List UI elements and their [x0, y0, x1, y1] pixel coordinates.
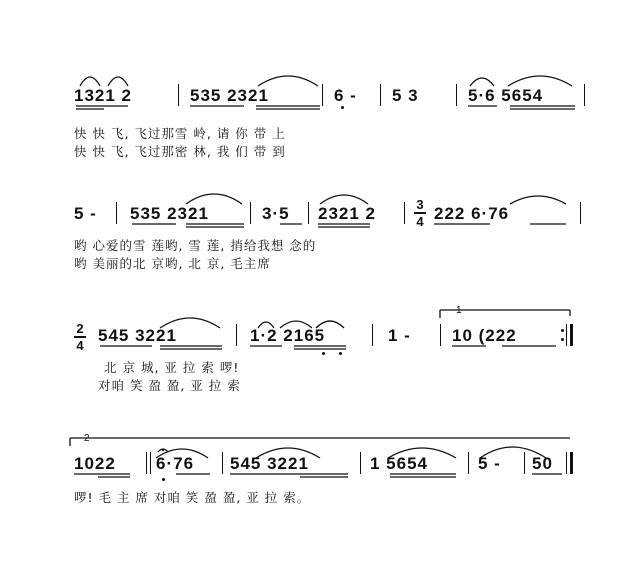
repeat-barline-thick [570, 324, 573, 346]
time-signature-top: 2 [76, 321, 84, 336]
barline [456, 84, 457, 106]
measure-4: 1 5654 [370, 454, 428, 473]
barline [404, 202, 405, 224]
barline [372, 324, 373, 346]
lyric-line-2: 快 快 飞, 飞过那密 林, 我 们 带 到 [74, 144, 286, 159]
time-signature [74, 322, 86, 352]
low-octave-dot [339, 352, 342, 355]
slurs-system-3 [0, 296, 640, 406]
barline [236, 324, 237, 346]
measure-2: 535 2321 [130, 204, 209, 223]
time-signature-bottom: 4 [416, 213, 424, 229]
barline [322, 84, 323, 106]
measure-5: 5 - [478, 454, 501, 473]
barline [250, 202, 251, 224]
system-3 [0, 296, 640, 406]
measure-6: 50 [532, 454, 553, 473]
measure-2: 6·76 [156, 454, 195, 473]
volta-1-label: 1 [456, 305, 462, 316]
barline [580, 202, 581, 224]
low-octave-dot [162, 478, 165, 481]
system-4 [0, 424, 640, 534]
measure-2: 1·2 2165 [250, 326, 326, 345]
low-octave-dot [322, 352, 325, 355]
repeat-barline-thin [146, 452, 147, 474]
barline [178, 84, 179, 106]
barline [524, 452, 525, 474]
slurs-system-4 [0, 424, 640, 534]
repeat-dot [561, 338, 564, 341]
system-2 [0, 178, 640, 288]
lyric-line-2: 对咱 笑 盈 盈, 亚 拉 索 [98, 378, 241, 393]
barline [222, 452, 223, 474]
barline [440, 324, 441, 346]
measure-4: 5 3 [392, 86, 419, 105]
measure-4: 2321 2 [318, 204, 376, 223]
time-signature [414, 198, 426, 228]
final-barline-thick [570, 452, 573, 474]
measure-5: 222 6·76 [434, 204, 510, 223]
measure-1: 1022 [74, 454, 116, 473]
barline [468, 452, 469, 474]
measure-2: 535 2321 [190, 86, 269, 105]
volta-2-label: 2 [84, 433, 90, 444]
time-signature-top: 3 [416, 197, 424, 212]
repeat-dot [561, 329, 564, 332]
barline [380, 84, 381, 106]
measure-1: 5 - [74, 204, 97, 223]
measure-5: 5·6 5654 [468, 86, 544, 105]
barline [360, 452, 361, 474]
measure-3: 545 3221 [230, 454, 309, 473]
measure-1: 545 3221 [98, 326, 177, 345]
measure-4: 10 (222 [452, 326, 517, 345]
measure-3: 6 - [334, 86, 357, 105]
final-barline-thin [566, 452, 567, 474]
lyric-line-1: 哟 心爱的雪 莲哟, 雪 莲, 捎给我想 念的 [74, 238, 317, 253]
barline [584, 84, 585, 106]
lyric-line-2: 哟 美丽的北 京哟, 北 京, 毛主席 [74, 256, 271, 271]
barline [116, 202, 117, 224]
repeat-barline-thin [150, 452, 151, 474]
lyric-line-1: 北 京 城, 亚 拉 索 啰! [104, 360, 240, 375]
low-octave-dot [341, 106, 344, 109]
time-signature-bottom: 4 [76, 337, 84, 353]
repeat-barline-thin [566, 324, 567, 346]
measure-3: 3·5 [262, 204, 290, 223]
lyric-line-1: 啰! 毛 主 席 对咱 笑 盈 盈, 亚 拉 索。 [74, 490, 311, 505]
system-1 [0, 60, 640, 170]
measure-3: 1 - [388, 326, 411, 345]
measure-1: 1321 2 [74, 86, 132, 105]
lyric-line-1: 快 快 飞, 飞过那雪 岭, 请 你 带 上 [74, 126, 286, 141]
barline [308, 202, 309, 224]
